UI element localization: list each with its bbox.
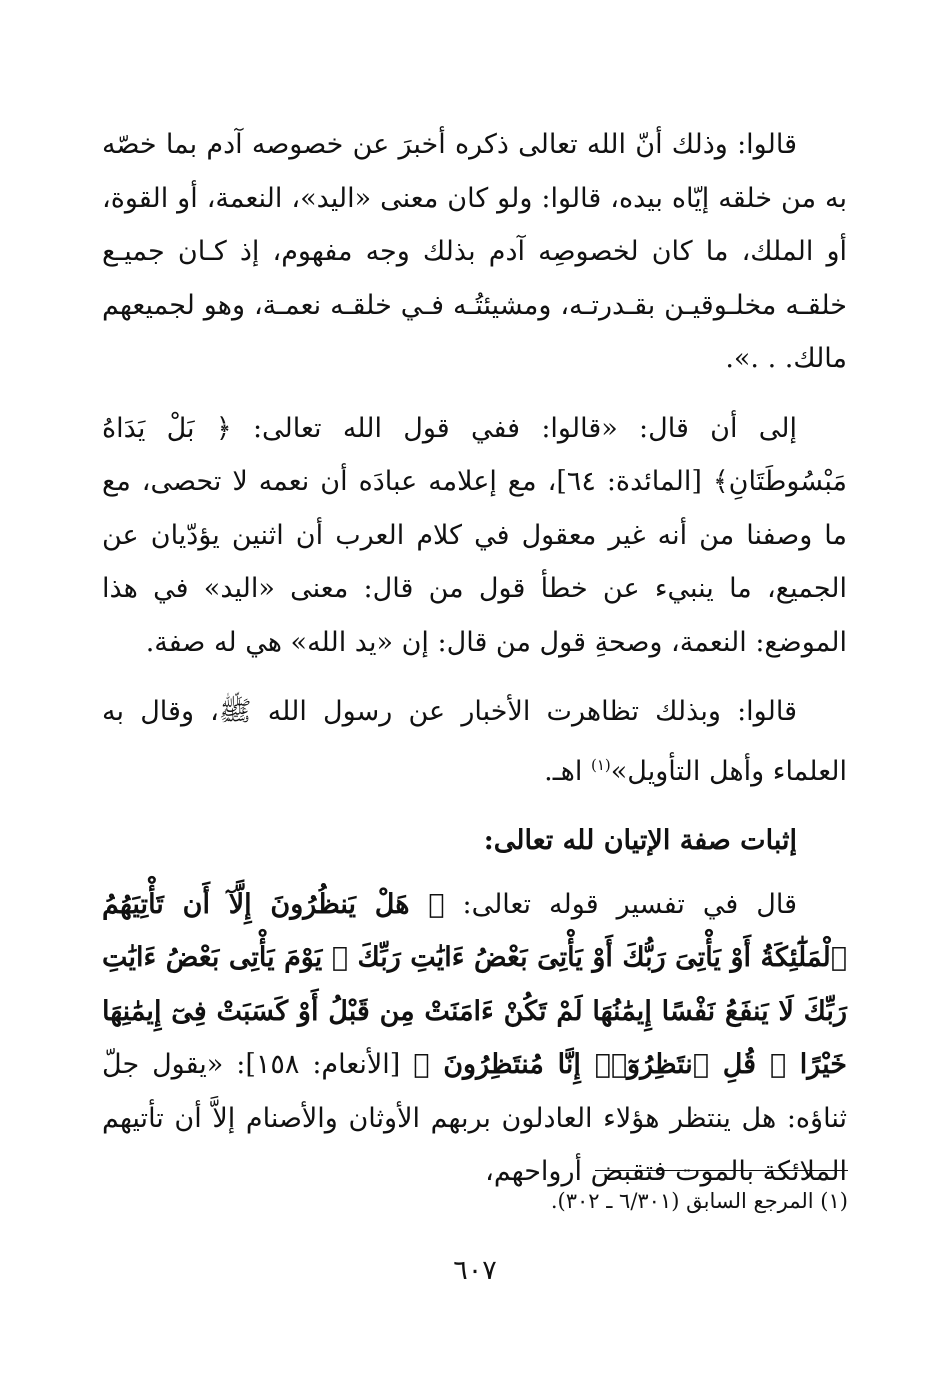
- paragraph-4-tail: [الأنعام: ١٥٨]: «يقول جلّ ثناؤه: هل ينتظر هؤلاء العادلون بربهم الأوثان والأصنام إلاَّ أن تأتيهم الملائكة بالموت فتقبض أرواحهم،: [102, 1049, 847, 1187]
- paragraph-1: [102, 118, 847, 386]
- paragraph-3: [102, 685, 847, 798]
- page-body: [102, 118, 847, 1215]
- footnote-marker: (١): [590, 755, 611, 774]
- section-heading: إثبات صفة الإتيان لله تعالى:: [483, 825, 797, 856]
- quran-verse: ﴿ هَلْ يَنظُرُونَ إِلَّآ أَن تَأْتِيَهُمُ ٱلْمَلَٰٓئِكَةُ أَوْ يَأْتِىَ رَبُّكَ أَوْ يَأْتِىَ بَعْضُ ءَايَٰتِ رَبِّكَ ۗ يَوْمَ يَأْتِى بَعْضُ ءَايَٰتِ رَبِّكَ لَا يَنفَعُ نَفْسًا إِيمَٰنُهَا لَمْ تَكُنْ ءَامَنَتْ مِن قَبْلُ أَوْ كَسَبَتْ فِىٓ إِيمَٰنِهَا خَيْرًا ۗ قُلِ ٱنتَظِرُوٓا۟ إِنَّا مُنتَظِرُونَ ﴾: [102, 888, 847, 1080]
- footnote: (١) المرجع السابق (٦/٣٠١ ـ ٣٠٢).: [550, 1189, 848, 1213]
- paragraph-4-intro: قال في تفسير قوله تعالى:: [444, 888, 798, 920]
- page-number: ٦٠٧: [453, 1255, 497, 1286]
- paragraph-2-text: إلى أن قال: «قالوا: ففي قول الله تعالى: ﴿ بَلْ يَدَاهُ مَبْسُوطَتَانِ﴾ [المائدة: ٦٤]، مع إعلامه عبادَه أن نعمه لا تحصى، مع ما وصفنا من أنه غير معقول في كلام العرب أن اثنين يؤدّيان عن الجميع، ما ينبيء عن خطأ قول من قال: معنى «اليد» في هذا الموضع: النعمة، وصحةِ قول من قال: إن «يد الله» هي له صفة.: [102, 412, 847, 658]
- paragraph-3-tail: اهـ.: [544, 755, 591, 787]
- footnote-divider: [595, 1170, 848, 1171]
- paragraph-3-text: قالوا: وبذلك تظاهرت الأخبار عن رسول الله ﷺ، وقال به العلماء وأهل التأويل»: [102, 696, 847, 787]
- paragraph-1-text: قالوا: وذلك أنّ الله تعالى ذكره أخبرَ عن خصوصه آدم بما خصّه به من خلقه إيّاه بيده، قالوا: ولو كان معنى «اليد»، النعمة، أو القوة، أو الملك، ما كان لخصوصِه آدم بذلك وجه مفهوم، إذ كـان جميـع خلقـه مخلـوقيـن بقـدرتـه، ومشيئتُـه فـي خلقـه نعمـة، وهو لجميعهم مالك. . .».: [102, 129, 847, 374]
- paragraph-4: [102, 878, 847, 1199]
- paragraph-2: [102, 402, 847, 670]
